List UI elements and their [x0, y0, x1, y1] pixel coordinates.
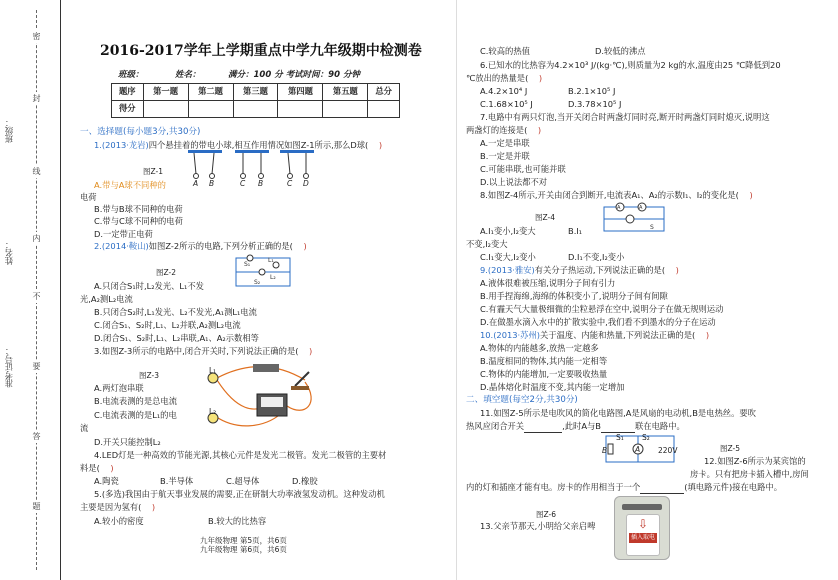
q12-blank[interactable] — [640, 482, 684, 494]
score-cell: 第三题 — [233, 84, 278, 101]
q2-option-d: D.闭合S₁、S₂时,L₁、L₂串联,A₁、A₂示数相等 — [94, 333, 259, 343]
q4-paren: ) — [110, 463, 114, 473]
seal-char: 答 — [30, 430, 43, 443]
q10-text: 关于温度、内能和热量,下列说法正确的是( — [540, 330, 696, 340]
q9-option-b: B.用手捏海绵,海绵的体积变小了,说明分子间有间隙 — [480, 291, 668, 301]
svg-text:A: A — [639, 205, 643, 211]
q7-option-d: D.以上说法都不对 — [480, 177, 548, 187]
q2-source: 2.(2014·鞍山) — [94, 241, 149, 251]
question-13: 13.父亲节那天,小明给父亲启啤 — [480, 521, 596, 531]
q5-option-d: D.较低的沸点 — [595, 46, 646, 56]
question-12-cont-2 — [466, 482, 782, 494]
q4-cont-text: 料是( — [80, 463, 100, 473]
q9-paren: ) — [675, 265, 679, 275]
svg-text:S₂: S₂ — [254, 279, 261, 286]
score-cell: 第二题 — [188, 84, 233, 101]
seal-char: 线 — [30, 165, 43, 178]
q12-cont-text: 内的灯和插座才能有电。房卡的作用相当于一个 — [466, 482, 641, 492]
q12-cont-text-2: (填电路元件)接在电路中。 — [684, 482, 782, 492]
q5-option-b: B.较大的比热容 — [208, 516, 267, 526]
score-cell: 第一题 — [143, 84, 188, 101]
q1-option-a-cont: 电荷 — [80, 192, 97, 202]
question-7-cont — [466, 125, 541, 136]
q11-blank-1[interactable] — [524, 421, 562, 433]
footer-page-6: 九年级物理 第6页，共6页 — [200, 545, 287, 554]
q3-option-a: A.两灯泡串联 — [94, 383, 144, 393]
q7-option-b: B.一定是并联 — [480, 151, 530, 161]
q11-cont-text-3: 联在电路中。 — [635, 421, 685, 431]
svg-text:S: S — [650, 224, 654, 231]
fig-z6-caption: 图Z-6 — [536, 510, 556, 519]
q10-option-b: B.温度相同的物体,其内能一定相等 — [480, 356, 608, 366]
card-slot — [622, 504, 662, 510]
q8-option-a: A.I₁变小,I₂变大 — [480, 226, 536, 236]
fig-z1-label: C — [240, 179, 246, 188]
score-input-cell[interactable] — [323, 101, 368, 118]
q9-option-c: C.有霾天气大量极细微的尘粒悬浮在空中,说明分子在做无规则运动 — [480, 304, 724, 314]
fig-z1-label: D — [303, 179, 309, 188]
score-cell: 第四题 — [278, 84, 323, 101]
question-8 — [480, 190, 753, 201]
q2-text: 如图Z-2所示的电路,下列分析正确的是( — [148, 241, 293, 251]
q1-option-d: D.一定带正电荷 — [94, 229, 153, 239]
seal-char: 题 — [30, 500, 43, 513]
card-label: 插入取电 — [630, 534, 655, 541]
question-3 — [94, 346, 312, 357]
seal-char: 不 — [30, 290, 43, 303]
name-label: 姓名： — [4, 240, 14, 265]
q2-paren: ) — [303, 241, 307, 251]
score-input-cell[interactable] — [278, 101, 323, 118]
section-choice-heading: 一、选择题(每小题3分,共30分) — [80, 127, 201, 137]
q5-option-c: C.较高的热值 — [480, 46, 530, 56]
q3-option-d: D.开关只能控制L₂ — [94, 437, 161, 447]
score-table — [111, 83, 400, 118]
fig-z5-caption: 图Z-5 — [720, 444, 740, 453]
fig-z5-label: 220V — [658, 446, 678, 455]
seal-char: 封 — [30, 92, 43, 105]
q11-cont-text-1: 热风应闭合开关 — [466, 421, 525, 431]
q8-option-b: B.I₁ — [568, 226, 583, 236]
score-input-cell[interactable] — [188, 101, 233, 118]
score-table-header-row — [112, 84, 400, 101]
figure-z2 — [232, 254, 294, 292]
q10-source: 10.(2013·苏州) — [480, 330, 541, 340]
question-12: 12.如图Z-6所示为某宾馆的 — [704, 456, 806, 466]
q9-option-a: A.液体很难被压缩,说明分子间有引力 — [480, 278, 616, 288]
fig-z1-label: C — [287, 179, 293, 188]
exam-id-label: 准考证号： — [4, 346, 14, 388]
q8-paren: ) — [749, 190, 753, 200]
down-arrow-icon: ⇩ — [637, 517, 649, 531]
svg-text:S₁: S₁ — [244, 261, 251, 268]
q5-cont-text: 主要是因为氢有( — [80, 502, 142, 512]
fig-z5-label: S₁ — [616, 433, 624, 442]
q5-option-a: A.较小的密度 — [94, 516, 144, 526]
score-table-score-row — [112, 101, 400, 118]
fig-z4-caption: 图Z-4 — [535, 213, 555, 222]
q3-text: 3.如图Z-3所示的电路中,闭合开关时,下列说法正确的是( — [94, 346, 299, 356]
fig-z1-label: A — [193, 179, 199, 188]
q6-option-b: B.2.1×10⁵ J — [568, 86, 616, 96]
q2-option-b: B.只闭合S₂时,L₁发光、L₂不发光,A₁测L₁电流 — [94, 307, 257, 317]
q6-option-d: D.3.78×10⁵ J — [568, 99, 622, 109]
q5-paren: ) — [151, 502, 156, 512]
score-cell: 得分 — [112, 101, 144, 118]
question-6: 6.已知水的比热容为4.2×10³ J/(kg·℃),则质量为2 kg的水,温度由25 ℃降低到20 — [480, 60, 781, 70]
q1-option-a — [94, 180, 166, 191]
q3-option-b: B.电流表测的是总电流 — [94, 396, 178, 406]
q1-text: 四个悬挂着的带电小球,相互作用情况如图Z-1所示,那么D球( — [148, 140, 369, 150]
margin-border-line — [60, 0, 61, 580]
q4-option-d: D.橡胶 — [292, 476, 318, 486]
q11-cont-text-2: ,此时A与B — [562, 421, 601, 431]
seal-char: 密 — [30, 30, 43, 43]
fig-z1-label: B — [209, 179, 215, 188]
fig-z5-label: B — [602, 446, 608, 455]
score-input-cell[interactable] — [233, 101, 278, 118]
q3-option-c: C.电流表测的是L₁的电 — [94, 410, 177, 420]
fig-z3-label: L₂ — [209, 407, 217, 416]
q8-text: 8.如图Z-4所示,开关由闭合到断开,电流表A₁、A₂的示数I₁、I₂的变化是( — [480, 190, 739, 200]
q10-option-a: A.物体的内能越多,放热一定越多 — [480, 343, 599, 353]
question-10 — [480, 330, 709, 341]
score-cell: 第五题 — [323, 84, 368, 101]
svg-text:A: A — [617, 205, 621, 211]
q9-option-d: D.在做墨水滴入水中的扩散实验中,我们看不到墨水的分子在运动 — [480, 317, 716, 327]
class-field-label: 班级： — [118, 70, 144, 80]
q1-option-b: B.带与B球不同种的电荷 — [94, 204, 183, 214]
q9-source: 9.(2013·雅安) — [480, 265, 535, 275]
score-info: 满分：100 分 考试时间：90 分钟 — [228, 70, 360, 80]
footer-page-5: 九年级物理 第5页，共6页 — [200, 536, 287, 545]
figure-z6-card — [614, 496, 670, 560]
q10-option-d: D.晶体熔化时温度不变,其内能一定增加 — [480, 382, 625, 392]
q10-paren: ) — [705, 330, 710, 340]
question-4: 4.LED灯是一种高效的节能光源,其核心元件是发光二极管。发光二极管的主要材 — [94, 450, 387, 460]
seal-char: 要 — [30, 360, 43, 373]
page-divider — [456, 0, 457, 580]
question-6-cont — [466, 73, 542, 84]
q10-option-c: C.物体的内能增加,一定要吸收热量 — [480, 369, 608, 379]
q6-option-a: A.4.2×10⁴ J — [480, 86, 528, 96]
fig-z2-caption: 图Z-2 — [156, 268, 176, 277]
name-field-label: 姓名： — [175, 70, 201, 80]
q1-option-a-text: A.带与A球不同种的 — [94, 180, 166, 190]
score-input-cell[interactable] — [143, 101, 188, 118]
fig-z1-caption: 图Z-1 — [143, 167, 163, 176]
question-12-cont-1: 房卡。只有把房卡插入槽中,房间 — [690, 469, 809, 479]
question-7: 7.电路中有两只灯泡,当开关闭合时两盏灯同时亮,断开时两盏灯同时熄灭,说明这 — [480, 112, 770, 122]
figure-z4 — [600, 201, 670, 237]
class-label: 班级： — [4, 118, 14, 143]
q7-option-a: A.一定是串联 — [480, 138, 530, 148]
question-2 — [94, 241, 307, 252]
q4-option-a: A.陶瓷 — [94, 476, 119, 486]
fig-z1-label: B — [258, 179, 264, 188]
question-11: 11.如图Z-5所示是电吹风的简化电路图,A是风扇的电动机,B是电热丝。要吹 — [480, 408, 756, 418]
question-4-cont — [80, 463, 114, 474]
q8-option-d: D.I₁不变,I₂变小 — [568, 252, 625, 262]
section-fill-heading: 二、填空题(每空2分,共30分) — [466, 395, 578, 405]
q8-option-c: C.I₁变大,I₂变小 — [480, 252, 536, 262]
q7-option-c: C.可能串联,也可能并联 — [480, 164, 566, 174]
fig-z3-caption: 图Z-3 — [139, 371, 159, 380]
q4-option-b: B.半导体 — [160, 476, 194, 486]
score-cell: 总分 — [368, 84, 400, 101]
fig-z5-label: S₂ — [642, 433, 650, 442]
q9-text: 有关分子热运动,下列说法正确的是( — [534, 265, 666, 275]
q6-cont-text: ℃放出的热量是( — [466, 73, 529, 83]
q4-option-c: C.超导体 — [226, 476, 260, 486]
q1-option-c: C.带与C球不同种的电荷 — [94, 216, 183, 226]
q7-paren: ) — [537, 125, 542, 135]
q1-source: 1.(2013·龙岩) — [94, 140, 149, 150]
svg-text:L₁: L₁ — [268, 257, 274, 264]
card-face — [626, 514, 660, 556]
question-5-cont — [80, 502, 155, 513]
q6-paren: ) — [538, 73, 543, 83]
q3-option-c-cont: 流 — [80, 423, 89, 433]
q6-option-c: C.1.68×10⁵ J — [480, 99, 533, 109]
q2-option-a: A.只闭合S₁时,L₂发光、L₁不发 — [94, 281, 204, 291]
q8-option-b-cont: 不变,I₂变大 — [466, 239, 508, 249]
score-cell: 题序 — [112, 84, 144, 101]
score-input-cell[interactable] — [368, 101, 400, 118]
question-9 — [480, 265, 679, 276]
svg-text:L₂: L₂ — [270, 274, 276, 281]
q2-option-a-cont: 光,A₂测L₂电流 — [80, 294, 133, 304]
seal-char: 内 — [30, 232, 43, 245]
q3-paren: ) — [309, 346, 313, 356]
fig-z5-label: A — [635, 445, 641, 454]
binding-margin — [0, 0, 62, 580]
q7-cont-text: 两盏灯的连接是( — [466, 125, 528, 135]
page-title: 2016-2017学年上学期重点中学九年级期中检测卷 — [100, 43, 422, 59]
q2-option-c: C.闭合S₁、S₂时,L₁、L₂并联,A₂测L₂电流 — [94, 320, 241, 330]
fig-z3-label: L₁ — [209, 366, 217, 375]
q1-paren: ) — [378, 140, 383, 150]
question-5: 5.(多选)我国由于航天事业发展的需要,正在研制大功率液氢发动机。这种发动机 — [94, 489, 385, 499]
